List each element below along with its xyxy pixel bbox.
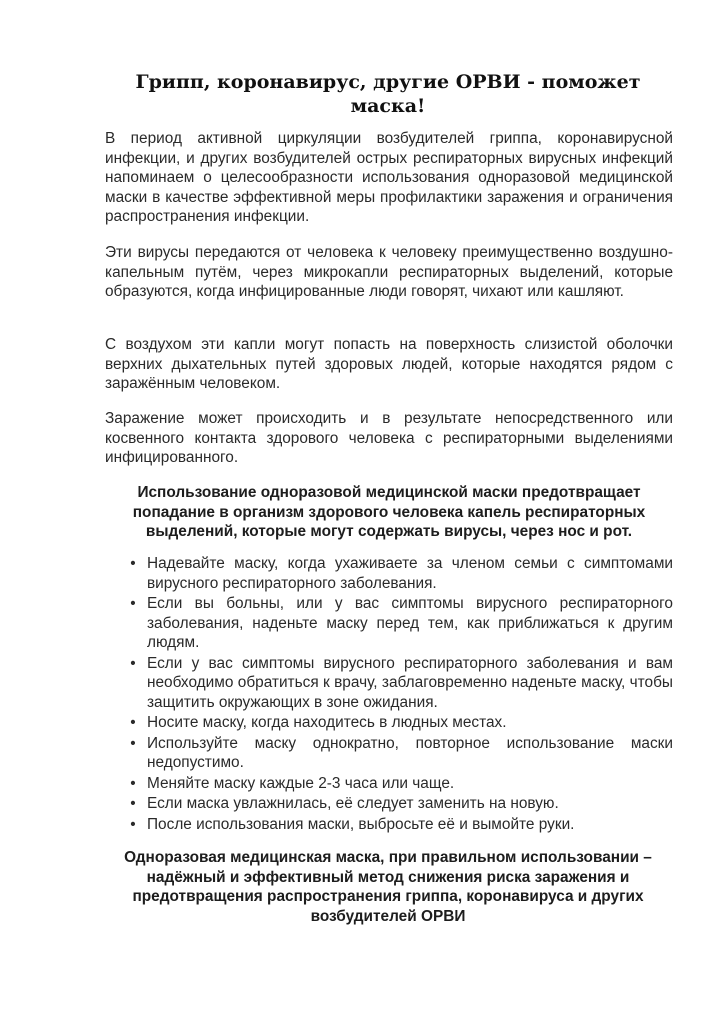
list-item: [105, 794, 673, 814]
bullet-icon: •: [130, 795, 136, 812]
list-item: [105, 774, 673, 794]
document-title: Грипп, коронавирус, другие ОРВИ - поможет маска!: [135, 71, 641, 117]
bullet-icon: •: [130, 595, 136, 612]
paragraph-circulation: В период активной циркуляции возбудителей гриппа, коронавирусной инфекции, и других возбудителей острых респираторных вирусных инфекций напоминаем о целесообразности использования одноразовой медицинской маски в качестве эффективной меры профилактики заражения и ограничения распространения инфекции.: [105, 130, 673, 225]
list-item-text: После использования маски, выбросьте её и вымойте руки.: [147, 815, 575, 833]
list-item-text: Надевайте маску, когда ухаживаете за членом семьи с симптомами вирусного респираторного заболевания.: [147, 555, 673, 592]
paragraph-contact: Заражение может происходить и в результате непосредственного или косвенного контакта здорового человека с респираторными выделениями инфицированного.: [105, 410, 673, 466]
list-item-text: Если вы больны, или у вас симптомы вирусного респираторного заболевания, наденьте маску перед тем, как приближаться к другим людям.: [147, 595, 673, 651]
bullet-icon: •: [130, 734, 136, 752]
bullet-icon: •: [130, 714, 136, 731]
paragraph-transmission: Эти вирусы передаются от человека к человеку преимущественно воздушно-капельным путём, через микрокапли респираторных выделений, которые образуются, когда инфицированные люди говорят, чихают или кашляют.: [105, 244, 673, 300]
bullet-icon: •: [130, 815, 136, 833]
list-item: [105, 815, 673, 835]
list-item-text: Если маска увлажнилась, её следует заменить на новую.: [147, 795, 559, 812]
list-item-text: Используйте маску однократно, повторное использование маски недопустимо.: [147, 734, 673, 771]
list-item: [105, 594, 673, 653]
list-item: [105, 713, 673, 733]
bullet-icon: •: [130, 555, 136, 572]
bullet-icon: •: [130, 774, 136, 792]
list-item: [105, 554, 673, 593]
recommendations-list: [105, 554, 673, 835]
emphasis-statement: Использование одноразовой медицинской маски предотвращает попадание в организм здорового человека капель респираторных выделений, которые могут содержать вирусы, через нос и рот.: [132, 484, 646, 540]
list-item: [105, 654, 673, 713]
list-item: [105, 734, 673, 773]
bullet-icon: •: [130, 654, 136, 672]
closing-statement: Одноразовая медицинская маска, при правильном использовании – надёжный и эффективный метод снижения риска заражения и предотвращения распространения гриппа, коронавируса и других возбудителей ОРВИ: [124, 849, 652, 925]
paragraph-droplets: С воздухом эти капли могут попасть на поверхность слизистой оболочки верхних дыхательных путей здоровых людей, которые находятся рядом с заражённым человеком.: [105, 336, 673, 392]
list-item-text: Если у вас симптомы вирусного респираторного заболевания и вам необходимо обратиться к врачу, заблаговременно наденьте маску, чтобы защитить окружающих в зоне ожидания.: [147, 654, 673, 711]
list-item-text: Меняйте маску каждые 2-3 часа или чаще.: [147, 774, 455, 792]
list-item-text: Носите маску, когда находитесь в людных местах.: [147, 714, 507, 731]
